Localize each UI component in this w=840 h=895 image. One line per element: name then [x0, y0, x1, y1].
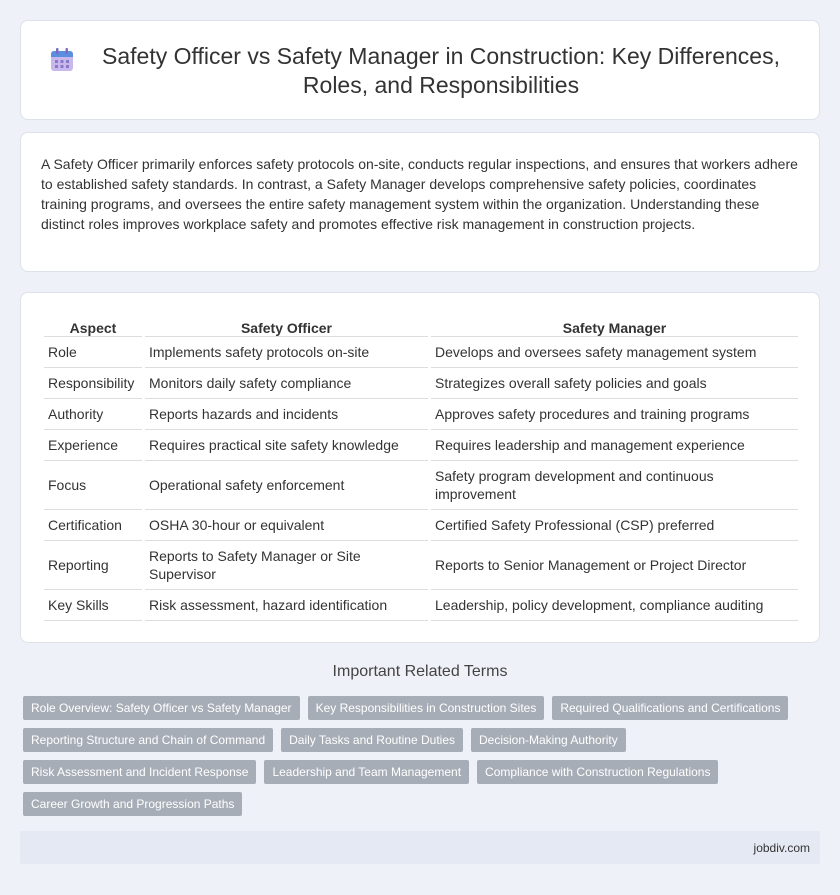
footer-site-link[interactable]: jobdiv.com: [753, 841, 810, 855]
related-tag[interactable]: Compliance with Construction Regulations: [477, 760, 718, 784]
intro-card: [20, 132, 820, 272]
title-card: [20, 20, 820, 120]
table-row: [44, 541, 798, 590]
cell-officer: Reports hazards and incidents: [145, 399, 428, 430]
cell-officer: OSHA 30-hour or equivalent: [145, 510, 428, 541]
cell-aspect: Authority: [44, 399, 142, 430]
cell-officer: Reports to Safety Manager or Site Supervisor: [145, 541, 428, 590]
related-terms-section: [20, 663, 820, 816]
related-tag[interactable]: Risk Assessment and Incident Response: [23, 760, 256, 784]
table-row: [44, 510, 798, 541]
cell-manager: Develops and oversees safety management system: [431, 337, 798, 368]
comparison-card: [20, 292, 820, 643]
cell-officer: Requires practical site safety knowledge: [145, 430, 428, 461]
table-row: [44, 399, 798, 430]
cell-manager: Requires leadership and management experience: [431, 430, 798, 461]
cell-aspect: Certification: [44, 510, 142, 541]
table-row: [44, 430, 798, 461]
cell-officer: Operational safety enforcement: [145, 461, 428, 510]
cell-aspect: Key Skills: [44, 590, 142, 621]
intro-paragraph: A Safety Officer primarily enforces safety protocols on-site, conducts regular inspections, and ensures that workers adhere to established safety standards. In contrast, a Safety Manager develops comprehensive safety policies, coordinates training programs, and oversees the entire safety management system within the organization. Understanding these distinct roles improves workplace safety and promotes effective risk management in construction projects.: [41, 156, 798, 232]
page-title: Safety Officer vs Safety Manager in Construction: Key Differences, Roles, and Responsibilities: [102, 43, 780, 98]
cell-aspect: Responsibility: [44, 368, 142, 399]
cell-aspect: Experience: [44, 430, 142, 461]
related-tag[interactable]: Role Overview: Safety Officer vs Safety Manager: [23, 696, 300, 720]
cell-officer: Risk assessment, hazard identification: [145, 590, 428, 621]
related-tag[interactable]: Career Growth and Progression Paths: [23, 792, 242, 816]
related-tag[interactable]: Required Qualifications and Certifications: [552, 696, 788, 720]
footer: [20, 831, 820, 864]
related-tags: [20, 696, 820, 816]
table-row: [44, 368, 798, 399]
related-tag[interactable]: Reporting Structure and Chain of Command: [23, 728, 273, 752]
cell-officer: Monitors daily safety compliance: [145, 368, 428, 399]
table-row: [44, 461, 798, 510]
header-safety-officer: Safety Officer: [145, 313, 428, 337]
related-tag[interactable]: Key Responsibilities in Construction Sites: [308, 696, 545, 720]
cell-aspect: Reporting: [44, 541, 142, 590]
cell-manager: Strategizes overall safety policies and goals: [431, 368, 798, 399]
cell-aspect: Role: [44, 337, 142, 368]
cell-manager: Approves safety procedures and training programs: [431, 399, 798, 430]
cell-manager: Safety program development and continuous improvement: [431, 461, 798, 510]
related-tag[interactable]: Daily Tasks and Routine Duties: [281, 728, 463, 752]
related-tag[interactable]: Decision-Making Authority: [471, 728, 626, 752]
cell-manager: Leadership, policy development, compliance auditing: [431, 590, 798, 621]
comparison-table: [41, 313, 801, 621]
cell-aspect: Focus: [44, 461, 142, 510]
table-row: [44, 337, 798, 368]
header-safety-manager: Safety Manager: [431, 313, 798, 337]
related-tag[interactable]: Leadership and Team Management: [264, 760, 469, 784]
table-row: [44, 590, 798, 621]
table-header-row: [44, 313, 798, 337]
header-aspect: Aspect: [44, 313, 142, 337]
cell-manager: Reports to Senior Management or Project Director: [431, 541, 798, 590]
cell-officer: Implements safety protocols on-site: [145, 337, 428, 368]
cell-manager: Certified Safety Professional (CSP) preferred: [431, 510, 798, 541]
related-terms-title: Important Related Terms: [332, 663, 508, 680]
